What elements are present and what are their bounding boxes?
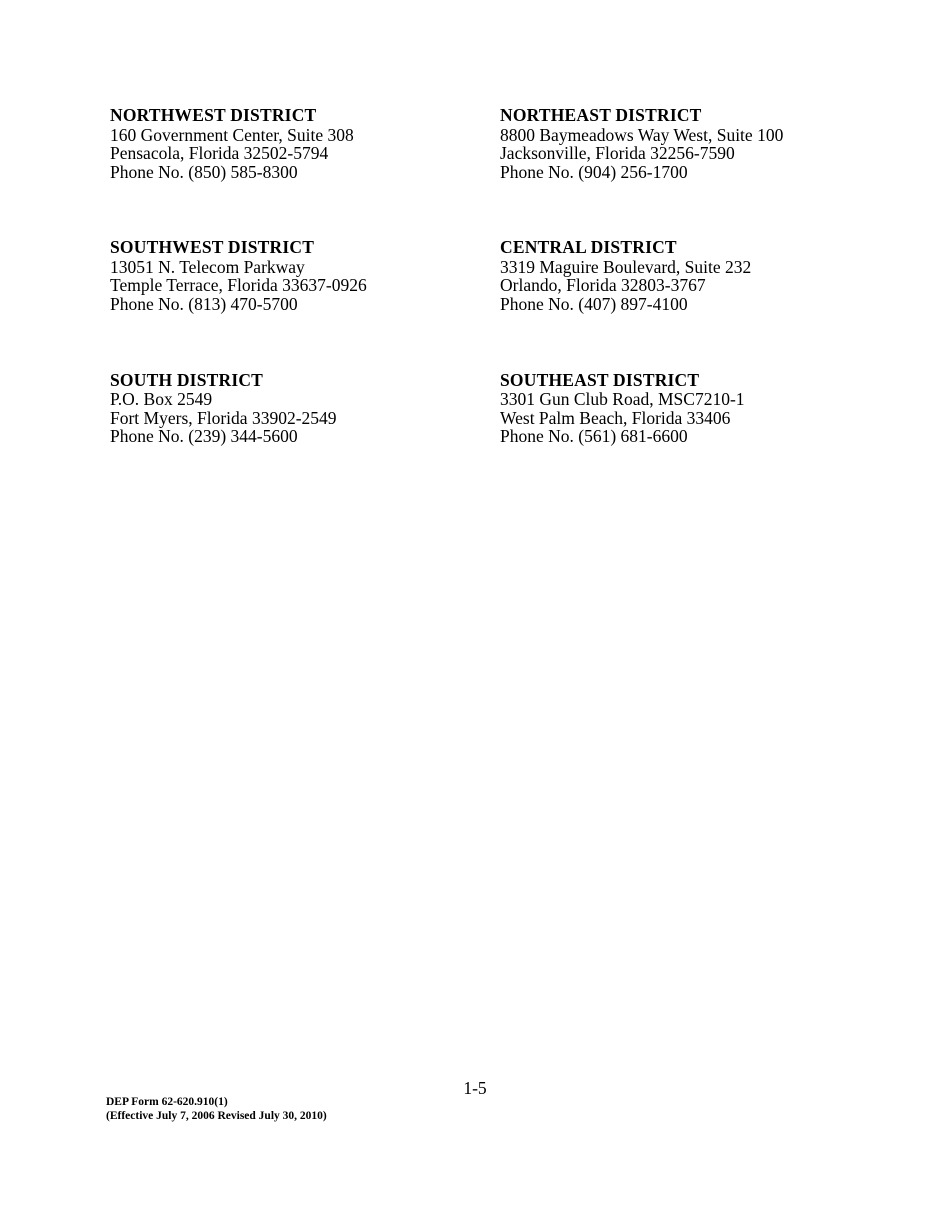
district-address-line-1: 13051 N. Telecom Parkway: [110, 256, 305, 277]
district-row: [110, 371, 840, 446]
district-title: CENTRAL DISTRICT: [500, 237, 677, 258]
district-block-northwest: [110, 106, 500, 181]
district-address-line-2: West Palm Beach, Florida 33406: [500, 407, 731, 428]
district-phone: Phone No. (561) 681-6600: [500, 426, 688, 447]
district-address-line-2: Orlando, Florida 32803-3767: [500, 275, 706, 296]
form-footer: [106, 1095, 327, 1123]
district-contact-list: [110, 106, 840, 446]
page-number: 1-5: [463, 1078, 487, 1098]
district-row: [110, 238, 840, 313]
district-phone: Phone No. (904) 256-1700: [500, 161, 688, 182]
district-address-line-2: Pensacola, Florida 32502-5794: [110, 143, 329, 164]
district-title: SOUTH DISTRICT: [110, 369, 264, 390]
district-block-southwest: [110, 238, 500, 313]
district-block-central: [500, 238, 840, 313]
district-address-line-1: P.O. Box 2549: [110, 389, 213, 410]
district-phone: Phone No. (239) 344-5600: [110, 426, 298, 447]
district-address-line-1: 160 Government Center, Suite 308: [110, 124, 354, 145]
district-title: SOUTHEAST DISTRICT: [500, 369, 700, 390]
district-row: [110, 106, 840, 181]
district-title: NORTHWEST DISTRICT: [110, 105, 317, 125]
district-block-northeast: [500, 106, 840, 181]
form-effective-date: (Effective July 7, 2006 Revised July 30, 2010): [106, 1110, 327, 1122]
district-phone: Phone No. (813) 470-5700: [110, 293, 298, 314]
district-address-line-1: 8800 Baymeadows Way West, Suite 100: [500, 124, 784, 145]
district-phone: Phone No. (850) 585-8300: [110, 161, 298, 182]
district-address-line-2: Fort Myers, Florida 33902-2549: [110, 407, 337, 428]
district-address-line-1: 3319 Maguire Boulevard, Suite 232: [500, 256, 752, 277]
district-title: NORTHEAST DISTRICT: [500, 105, 702, 125]
district-block-southeast: [500, 371, 840, 446]
form-id: DEP Form 62-620.910(1): [106, 1096, 228, 1108]
district-address-line-2: Temple Terrace, Florida 33637-0926: [110, 275, 367, 296]
district-block-south: [110, 371, 500, 446]
district-address-line-2: Jacksonville, Florida 32256-7590: [500, 143, 735, 164]
district-title: SOUTHWEST DISTRICT: [110, 237, 315, 258]
district-address-line-1: 3301 Gun Club Road, MSC7210-1: [500, 389, 745, 410]
district-phone: Phone No. (407) 897-4100: [500, 293, 688, 314]
